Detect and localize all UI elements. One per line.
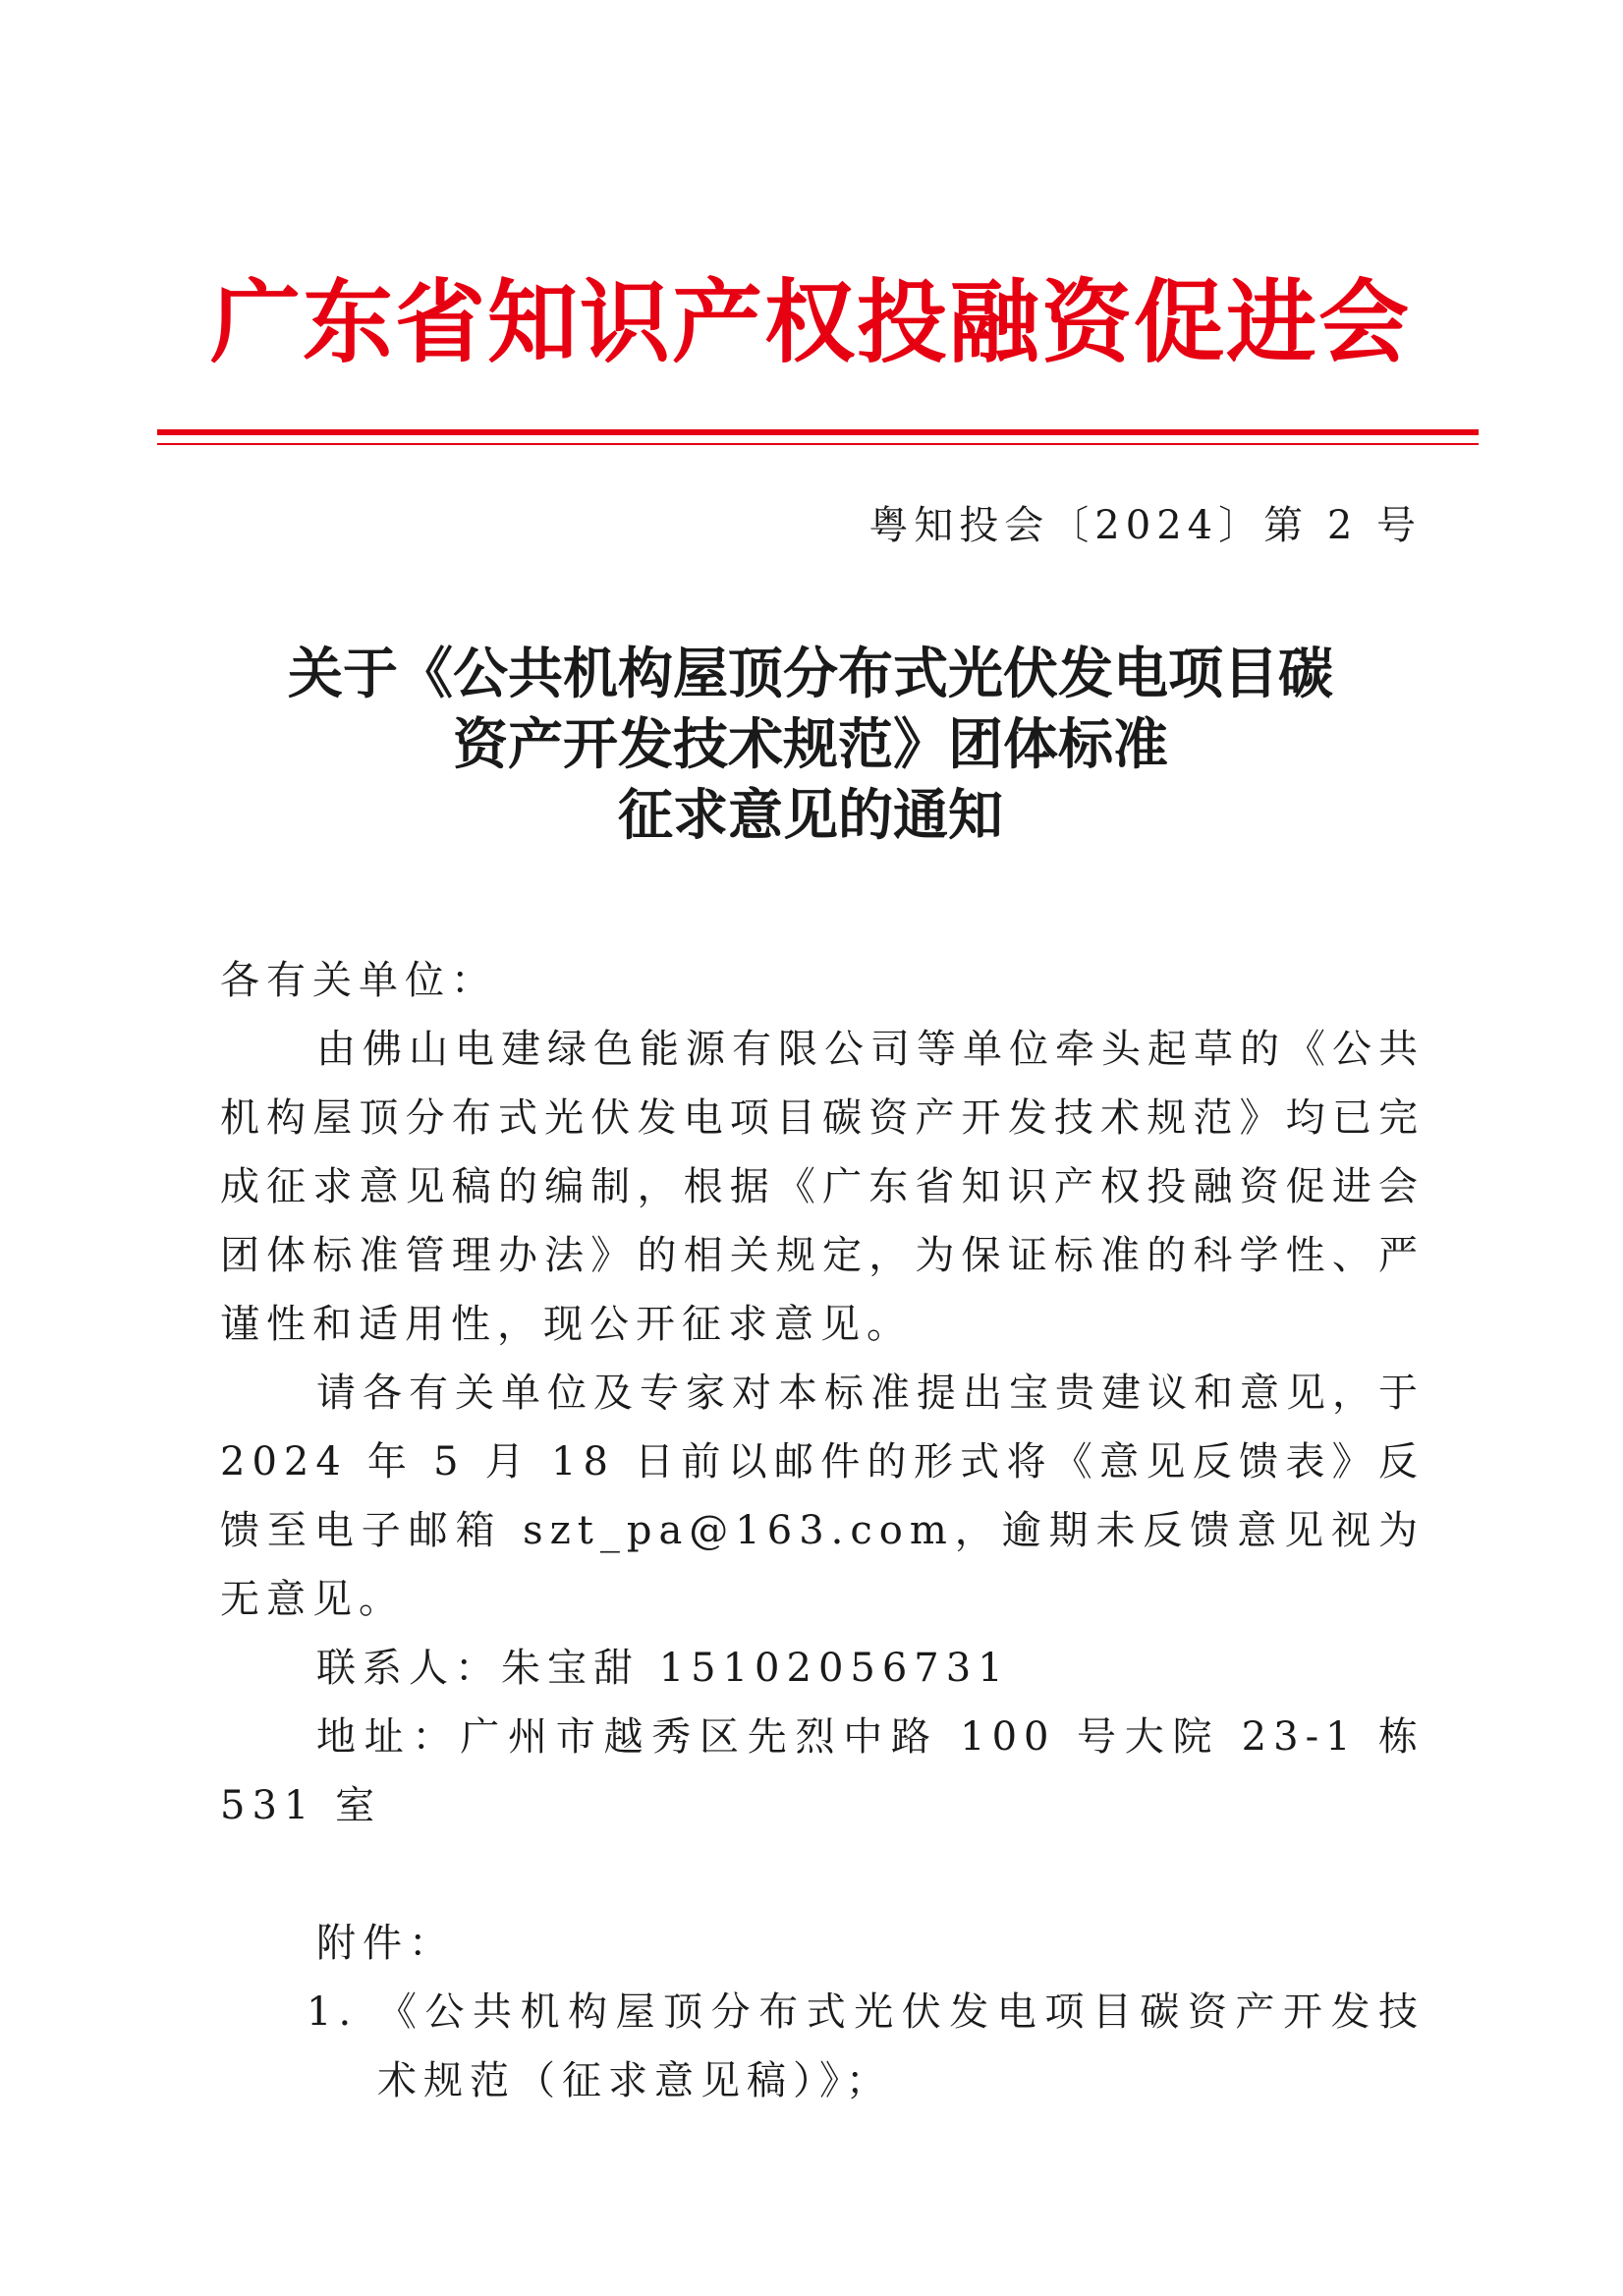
salutation: 各有关单位： bbox=[220, 958, 497, 1003]
document-number: 粤知投会〔2024〕第 2 号 bbox=[868, 503, 1422, 548]
title-line-1: 关于《公共机构屋顶分布式光伏发电项目碳 bbox=[288, 642, 1333, 706]
contact-address: 地址：广州市越秀区先烈中路 100 号大院 23-1 栋 531 室 bbox=[220, 1714, 1425, 1828]
document-body bbox=[220, 946, 1425, 2115]
organization-header: 广东省知识产权投融资促进会 bbox=[209, 269, 1411, 375]
attachment-item bbox=[220, 1978, 1425, 2115]
attachment-number: 1. bbox=[307, 1989, 359, 2035]
section-spacer bbox=[220, 1840, 1425, 1909]
title-line-2: 资产开发技术规范》团体标准 bbox=[453, 712, 1168, 777]
header-rule-thick bbox=[157, 429, 1479, 435]
title-line-3: 征求意见的通知 bbox=[618, 783, 1003, 848]
paragraph-request: 请各有关单位及专家对本标准提出宝贵建议和意见，于 2024 年 5 月 18 日前以邮件的形式将《意见反馈表》反馈至电子邮箱 szt_pa@163.com，逾期未反馈意见视为无意见。 bbox=[220, 1371, 1425, 1622]
header-rule-thin bbox=[157, 443, 1479, 445]
document-title bbox=[196, 639, 1425, 851]
contact-person: 联系人：朱宝甜 15102056731 bbox=[316, 1646, 1010, 1691]
paragraph-intro: 由佛山电建绿色能源有限公司等单位牵头起草的《公共机构屋顶分布式光伏发电项目碳资产开发技术规范》均已完成征求意见稿的编制，根据《广东省知识产权投融资促进会团体标准管理办法》的相关规定，为保证标准的科学性、严谨性和适用性，现公开征求意见。 bbox=[220, 1027, 1425, 1347]
attachment-text: 《公共机构屋顶分布式光伏发电项目碳资产开发技术规范（征求意见稿）》； bbox=[377, 1989, 1425, 2103]
attachments-label: 附件： bbox=[316, 1921, 455, 1966]
